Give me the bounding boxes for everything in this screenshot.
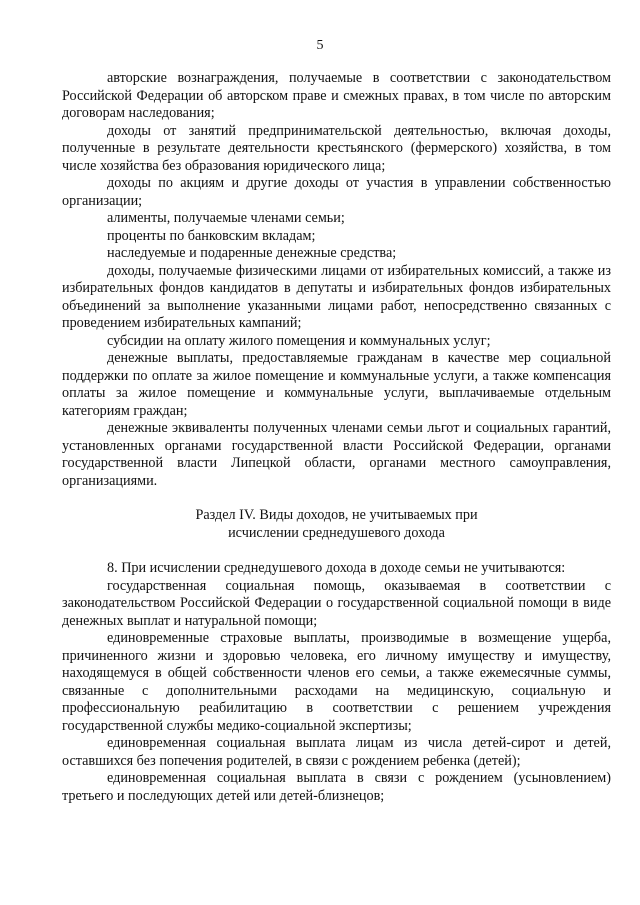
page-number: 5 bbox=[316, 38, 324, 53]
paragraph-bank-interest: проценты по банковским вкладам; bbox=[107, 227, 316, 244]
document-body bbox=[62, 70, 611, 805]
paragraph-copyright-remuneration: авторские вознаграждения, получаемые в соответствии с законодательством Российской Федерации об авторском праве и смежных правах, в том числе по авторским договорам наследования; bbox=[62, 70, 611, 121]
paragraph-share-income: доходы по акциям и другие доходы от участия в управлении собственностью организации; bbox=[62, 175, 611, 209]
paragraph-state-social-aid: государственная социальная помощь, оказываемая в соответствии с законодательством Российской Федерации о государственной социальной помощи в виде денежных выплат и натуральной помощи; bbox=[62, 577, 611, 629]
paragraph-social-support-payments: денежные выплаты, предоставляемые гражданам в качестве мер социальной поддержки по оплате за жилое помещение и коммунальные услуги, а также компенсация оплаты за жилое помещение и коммунальные услуги, выплачиваемые отдельным категориям граждан; bbox=[62, 350, 611, 419]
paragraph-clause-8: 8. При исчислении среднедушевого дохода в доходе семьи не учитываются: bbox=[107, 560, 566, 576]
paragraph-alimony: алименты, получаемые членами семьи; bbox=[107, 210, 345, 226]
paragraph-insurance-payments: единовременные страховые выплаты, производимые в возмещение ущерба, причиненного жизни и здоровью человека, его личному имуществу и имуществу, находящемуся в общей собственности членов его семьи, а также ежемесячные суммы, связанные с дополнительными расходами на медицинскую, социальную и профессиональную реабилитацию в соответствии с решением учреждения государственной службы медико-социальной экспертизы; bbox=[62, 630, 611, 734]
paragraph-electoral-income: доходы, получаемые физическими лицами от избирательных комиссий, а также из избирательных фондов кандидатов в депутаты и избирательных фондов избирательных объединений за выполнение указанными лицами работ, непосредственно связанных с проведением избирательных кампаний; bbox=[62, 262, 611, 331]
paragraph-benefit-equivalents: денежные эквиваленты полученных членами семьи льгот и социальных гарантий, установленных органами государственной власти Российской Федерации, органами государственной власти Липецкой области, органами местного самоуправления, организациями. bbox=[62, 420, 611, 489]
paragraph-housing-subsidies: субсидии на оплату жилого помещения и коммунальных услуг; bbox=[107, 332, 491, 349]
paragraph-business-income: доходы от занятий предпринимательской деятельностью, включая доходы, полученные в результате деятельности крестьянского (фермерского) хозяйства, в том числе хозяйства без образования юридического лица; bbox=[62, 122, 611, 174]
paragraph-third-child-payment: единовременная социальная выплата в связи с рождением (усыновлением) третьего и последующих детей или детей-близнецов; bbox=[62, 770, 611, 804]
section-title-line-1: Раздел IV. Виды доходов, не учитываемых при bbox=[195, 507, 478, 523]
paragraph-orphan-payment: единовременная социальная выплата лицам из числа детей-сирот и детей, оставшихся без попечения родителей, в связи с рождением ребенка (детей); bbox=[62, 735, 611, 769]
paragraph-inherited-funds: наследуемые и подаренные денежные средства; bbox=[107, 245, 397, 261]
section-title bbox=[62, 507, 611, 542]
section-title-line-2: исчислении среднедушевого дохода bbox=[228, 524, 445, 541]
